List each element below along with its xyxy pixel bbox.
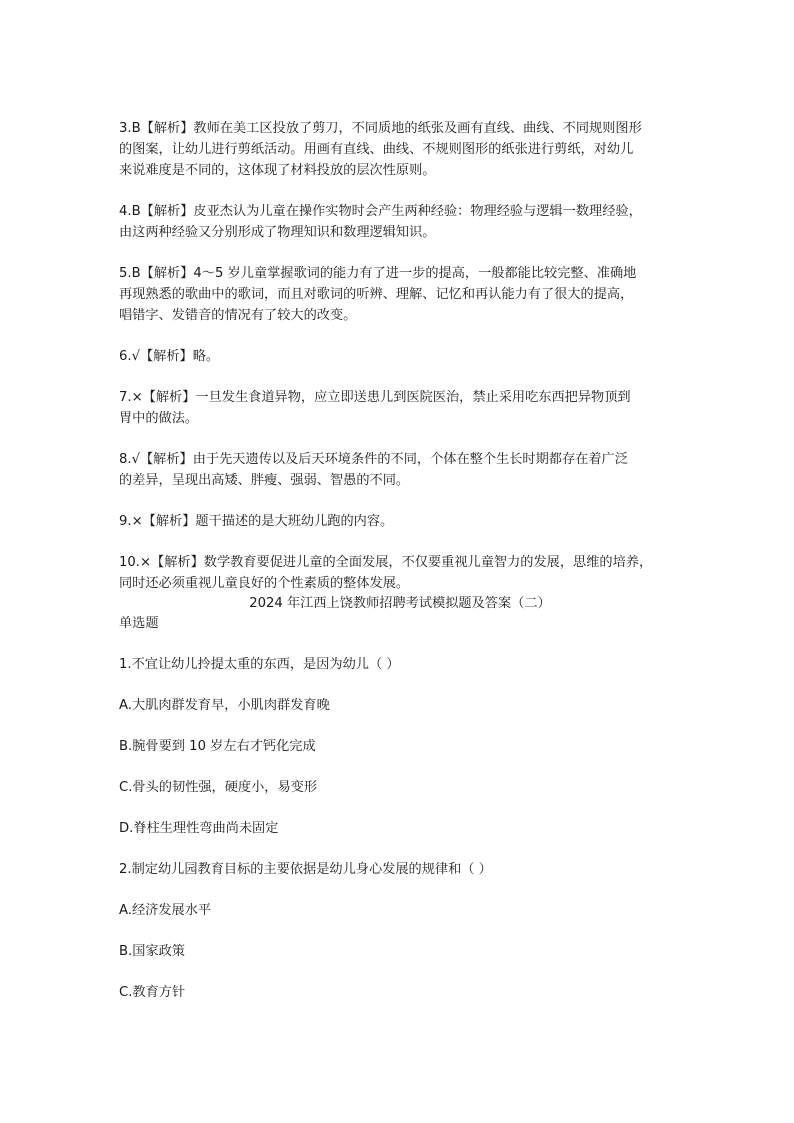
section-title: 2024 年江西上饶教师招聘考试模拟题及答案（二） [249,596,551,611]
answer-10-line-1: 10.×【解析】数学教育要促进儿童的全面发展，不仅要重视儿童智力的发展，思维的培养， [119,555,653,570]
answer-8-line-2: 的差异，呈现出高矮、胖瘦、强弱、智愚的不同。 [119,473,410,488]
answer-5 [119,263,681,326]
answer-6-line-1: 6.√【解析】略。 [119,349,220,364]
answer-4 [119,201,681,243]
answer-9-line-1: 9.×【解析】题干描述的是大班幼儿跑的内容。 [119,514,394,529]
question-1-stem: 1.不宜让幼儿拎提太重的东西，是因为幼儿（ ） [119,657,400,672]
answer-3-line-3: 来说难度是不同的，这体现了材料投放的层次性原则。 [119,163,436,178]
answer-10-line-2: 同时还必须重视儿童良好的个性素质的整体发展。 [119,576,410,591]
answer-7 [119,387,681,429]
question-1-option-d: D.脊柱生理性弯曲尚未固定 [119,821,279,836]
section-type: 单选题 [119,616,159,631]
question-1-option-c: C.骨头的韧性强，硬度小，易变形 [119,780,318,795]
answer-5-line-1: 5.B【解析】4～5 岁儿童掌握歌词的能力有了进一步的提高，一般都能比较完整、准确地 [119,266,637,281]
question-1-option-a: A.大肌肉群发育早，小肌肉群发育晚 [119,698,330,713]
answer-5-line-3: 唱错字、发错音的情况有了较大的改变。 [119,308,357,323]
question-1-option-b: B.腕骨要到 10 岁左右才钙化完成 [119,739,316,754]
answer-3-line-1: 3.B【解析】教师在美工区投放了剪刀，不同质地的纸张及画有直线、曲线、不同规则图形 [119,121,642,136]
answer-5-line-2: 再现熟悉的歌曲中的歌词，而且对歌词的听辨、理解、记忆和再认能力有了很大的提高， [119,287,634,302]
answer-8 [119,449,681,491]
answer-9 [119,511,681,532]
question-2-option-a: A.经济发展水平 [119,903,212,918]
question-2-stem: 2.制定幼儿园教育目标的主要依据是幼儿身心发展的规律和（ ） [119,862,492,877]
document-page [119,118,681,1023]
answer-7-line-2: 胃中的做法。 [119,411,199,426]
answer-10 [119,552,681,594]
answer-7-line-1: 7.×【解析】一旦发生食道异物，应立即送患儿到医院医治，禁止采用吃东西把异物顶到 [119,390,631,405]
answer-6 [119,346,681,367]
question-2-option-b: B.国家政策 [119,944,185,959]
answer-3-line-2: 的图案，让幼儿进行剪纸活动。用画有直线、曲线、不规则图形的纸张进行剪纸，对幼儿 [119,142,634,157]
question-2-option-c: C.教育方针 [119,985,186,1000]
answer-8-line-1: 8.√【解析】由于先天遗传以及后天环境条件的不同，个体在整个生长时期都存在着广泛 [119,452,628,467]
answer-4-line-1: 4.B【解析】皮亚杰认为儿童在操作实物时会产生两种经验：物理经验与逻辑一数理经验， [119,204,642,219]
answer-3 [119,118,681,181]
answer-4-line-2: 由这两种经验又分别形成了物理知识和数理逻辑知识。 [119,225,436,240]
